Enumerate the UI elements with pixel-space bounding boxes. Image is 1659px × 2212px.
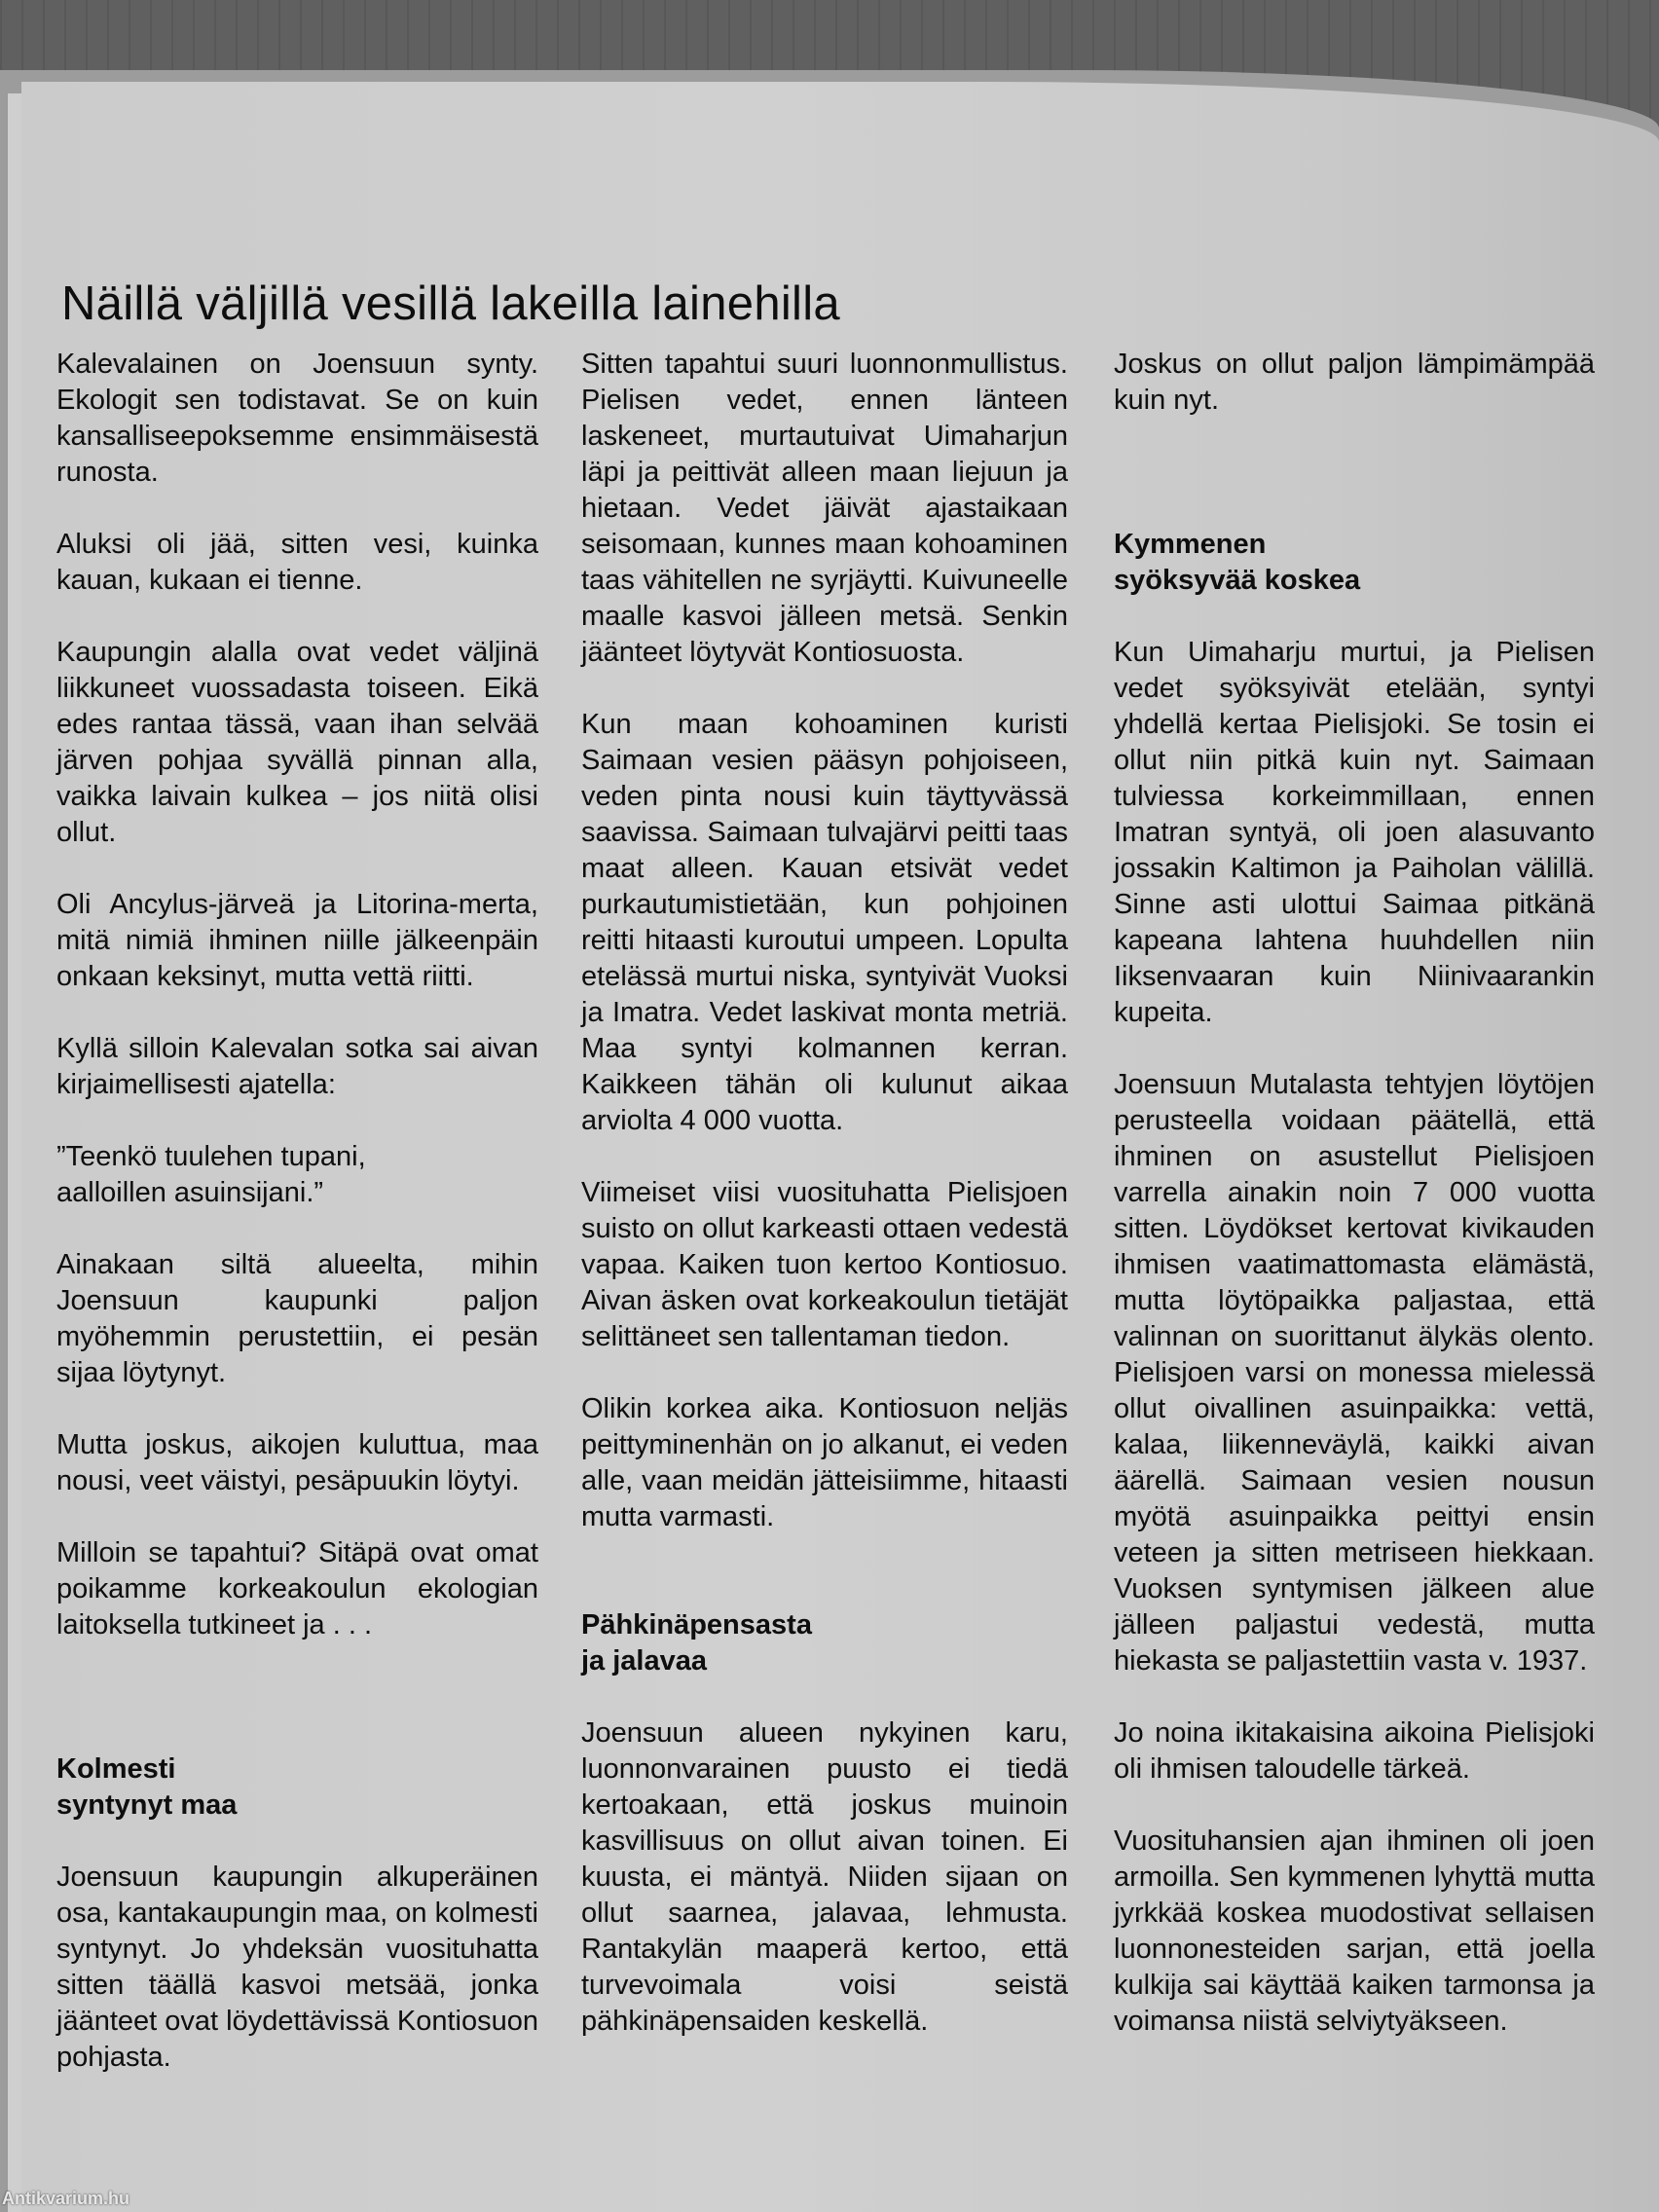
paragraph: Kun maan kohoaminen kuristi Saimaan vesien pääsyn pohjoiseen, veden pinta nousi kuin täyttyvässä saavissa. Saimaan tulvajärvi peitti taas maat alleen. Kauan etsivät vedet purkautumistietään, kun pohjoinen reitti hitaasti kuroutui umpeen. Lopulta etelässä murtui niska, syntyivät Vuoksi ja Imatra. Vedet laskivat monta metriä. Maa syntyi kolmannen kerran. Kaikkeen tähän oli kulunut aikaa arviolta 4 000 vuotta. [581, 709, 1068, 1136]
section-heading-line: ja jalavaa [581, 1645, 707, 1677]
watermark: Antikvarium.hu [2, 2189, 130, 2208]
paragraph: Joskus on ollut paljon lämpimämpää kuin nyt. [1114, 349, 1595, 416]
verse-line: aalloillen asuinsijani.” [56, 1177, 324, 1208]
section-heading [581, 1607, 1068, 1679]
paragraph: Sitten tapahtui suuri luonnonmullistus. Pielisen vedet, ennen länteen laskeneet, murtautuivat Uimaharjun läpi ja peittivät alleen maan liejuun ja hietaan. Vedet jäivät ajastaikaan seisomaan, kunnes maan kohoaminen taas vähitellen ne syrjäytti. Kuivuneelle maalle kasvoi jälleen metsä. Senkin jäänteet löytyvät Kontiosuosta. [581, 349, 1068, 668]
paragraph: Milloin se tapahtui? Sitäpä ovat omat poikamme korkeakoulun ekologian laitoksella tutkineet ja . . . [56, 1537, 538, 1641]
paragraph: Joensuun kaupungin alkuperäinen osa, kantakaupungin maa, on kolmesti syntynyt. Jo yhdeksän vuosituhatta sitten täällä kasvoi metsää, jonka jäänteet ovat löydettävissä Kontiosuon pohjasta. [56, 1862, 538, 2073]
paragraph: Viimeiset viisi vuosituhatta Pielisjoen suisto on ollut karkeasti ottaen vedestä vapaa. Kaiken tuon kertoo Kontiosuo. Aivan äsken ovat korkeakoulun tietäjät selittäneet sen tallentaman tiedon. [581, 1177, 1068, 1352]
paragraph: Olikin korkea aika. Kontiosuon neljäs peittyminenhän on jo alkanut, ei veden alle, vaan meidän jätteisiimme, hitaasti mutta varmasti. [581, 1393, 1068, 1532]
paragraph: Joensuun Mutalasta tehtyjen löytöjen perusteella voidaan päätellä, että ihminen on asustellut Pielisjoen varrella ainakin noin 7 000 vuotta sitten. Löydökset kertovat kivikauden ihmisen vaatimattomasta elämästä, mutta löytöpaikka paljastaa, että valinnan on suorittanut älykäs olento. Pielisjoen varsi on monessa mielessä ollut oivallinen asuinpaikka: vettä, kalaa, liikenneväylä, kaikki aivan äärellä. Saimaan vesien nousun myötä asuinpaikka peittyi ensin veteen ja sitten metriseen hiekkaan. Vuoksen syntymisen jälkeen alue jälleen paljastui vedestä, mutta hiekasta se paljastettiin vasta v. 1937. [1114, 1069, 1595, 1677]
paragraph: Kaupungin alalla ovat vedet väljinä liikkuneet vuossadasta toiseen. Eikä edes rantaa tässä, vaan ihan selvää järven pohjaa syvällä pinnan alla, vaikka laivain kulkea – jos niitä olisi ollut. [56, 637, 538, 848]
paragraph: Oli Ancylus-järveä ja Litorina-merta, mitä nimiä ihminen niille jälkeenpäin onkaan keksinyt, mutta vettä riitti. [56, 889, 538, 992]
paragraph: Jo noina ikitakaisina aikoina Pielisjoki oli ihmisen taloudelle tärkeä. [1114, 1717, 1595, 1785]
section-heading-line: Kolmesti [56, 1753, 176, 1785]
section-heading [1114, 527, 1595, 599]
paragraph: Kyllä silloin Kalevalan sotka sai aivan kirjaimellisesti ajatella: [56, 1033, 538, 1100]
verse-line: ”Teenkö tuulehen tupani, [56, 1141, 366, 1172]
paragraph: Aluksi oli jää, sitten vesi, kuinka kauan, kukaan ei tienne. [56, 529, 538, 596]
text-column-3 [1114, 347, 1595, 2040]
paragraph: Mutta joskus, aikojen kuluttua, maa nousi, veet väistyi, pesäpuukin löytyi. [56, 1429, 538, 1496]
verse-quote [56, 1139, 538, 1211]
text-column-1 [56, 347, 538, 2076]
section-heading-line: syntynyt maa [56, 1789, 238, 1821]
paragraph: Ainakaan siltä alueelta, mihin Joensuun kaupunki paljon myöhemmin perustettiin, ei pesän sijaa löytynyt. [56, 1249, 538, 1388]
section-heading-line: syöksyvää koskea [1114, 565, 1361, 596]
text-column-2 [581, 347, 1068, 2040]
paragraph: Vuosituhansien ajan ihminen oli joen armoilla. Sen kymmenen lyhyttä mutta jyrkkää koskea muodostivat sellaisen luonnonesteiden sarjan, että joella kulkija sai käyttää kaiken tarmonsa ja voimansa niistä selviytyäkseen. [1114, 1825, 1595, 2037]
paragraph: Kun Uimaharju murtui, ja Pielisen vedet syöksyivät etelään, syntyi yhdellä kertaa Pielisjoki. Se tosin ei ollut niin pitkä kuin nyt. Saimaan tulviessa korkeimmillaan, ennen Imatran syntyä, oli joen alasuvanto jossakin Kaltimon ja Paiholan välillä. Sinne asti ulottui Saimaa pitkänä kapeana lahtena huuhdellen niin Iiksenvaaran kuin Niinivaarankin kupeita. [1114, 637, 1595, 1028]
section-heading-line: Kymmenen [1114, 529, 1267, 560]
section-heading [56, 1751, 538, 1824]
paragraph: Joensuun alueen nykyinen karu, luonnonvarainen puusto ei tiedä kertoakaan, että joskus muinoin kasvillisuus on ollut aivan toinen. Ei kuusta, ei mäntyä. Niiden sijaan on ollut saarnea, jalavaa, lehmusta. Rantakylän maaperä kertoo, että turvevoimala voisi seistä pähkinäpensaiden keskellä. [581, 1717, 1068, 2037]
article-title: Näillä väljillä vesillä lakeilla lainehilla [61, 277, 840, 330]
section-heading-line: Pähkinäpensasta [581, 1609, 812, 1641]
paragraph: Kalevalainen on Joensuun synty. Ekologit sen todistavat. Se on kuin kansalliseepoksemme ensimmäisestä runosta. [56, 349, 538, 488]
